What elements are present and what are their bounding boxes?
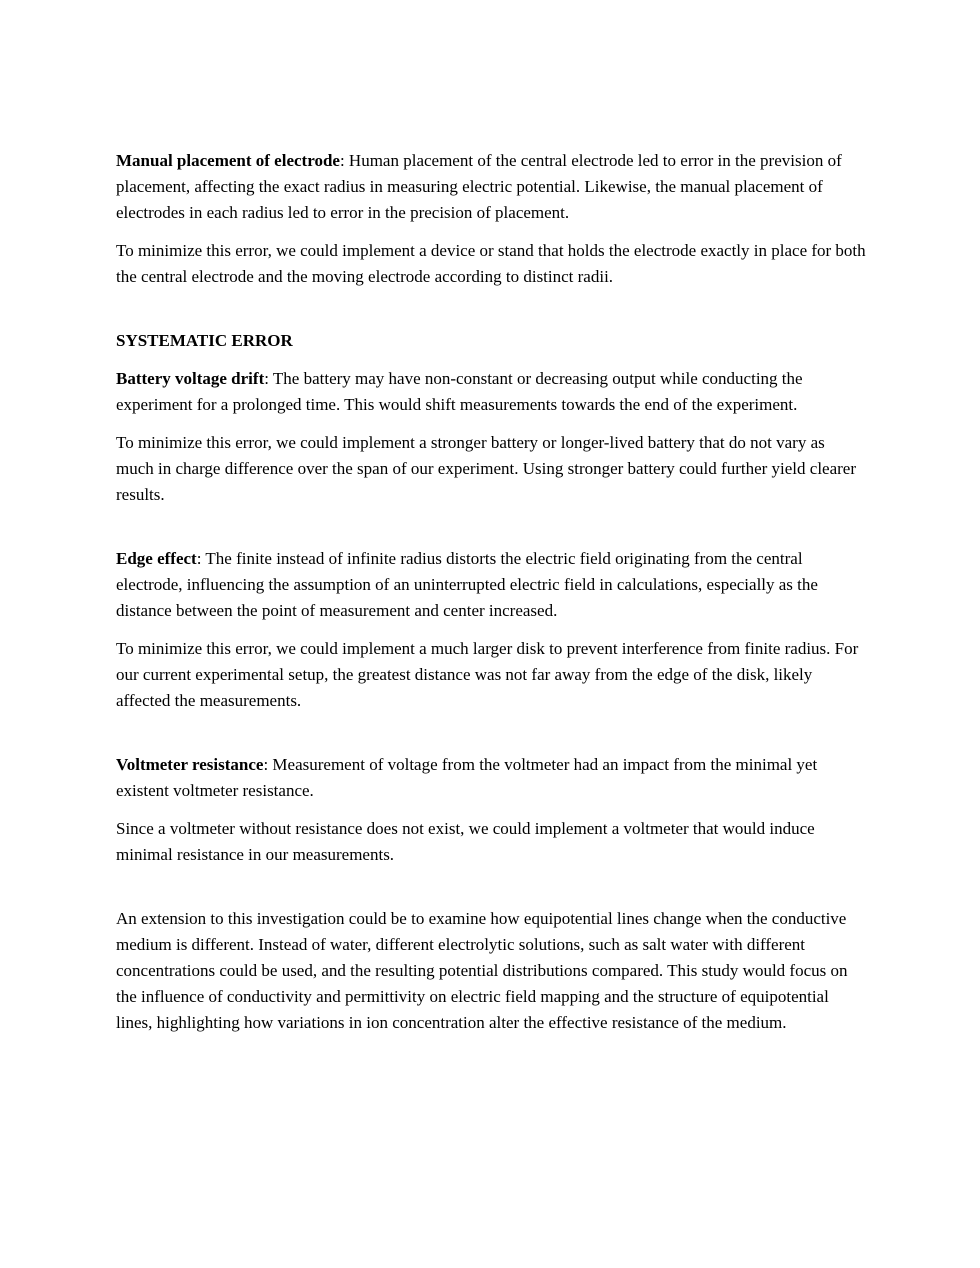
paragraph-text: To minimize this error, we could implement a device or stand that holds the electrode exactly in place for both the central electrode and the moving electrode according to distinct radii. xyxy=(116,241,866,286)
paragraph xyxy=(116,366,866,418)
paragraph-text: : The battery may have non-constant or decreasing output while conducting the experiment for a prolonged time. This would shift measurements towards the end of the experiment. xyxy=(116,369,803,414)
paragraph-text: To minimize this error, we could implement a much larger disk to prevent interference from finite radius. For our current experimental setup, the greatest distance was not far away from the edge of the disk, likely affected the measurements. xyxy=(116,639,859,710)
paragraph-text: To minimize this error, we could implement a stronger battery or longer-lived battery that do not vary as much in charge difference over the span of our experiment. Using stronger battery could further yield clearer results. xyxy=(116,433,856,504)
paragraph xyxy=(116,238,866,290)
paragraph-text: Since a voltmeter without resistance does not exist, we could implement a voltmeter that would induce minimal resistance in our measurements. xyxy=(116,819,815,864)
paragraph-lead: Battery voltage drift xyxy=(116,369,265,388)
paragraph xyxy=(116,752,866,804)
paragraph xyxy=(116,816,866,868)
paragraph xyxy=(116,636,866,714)
paragraph-text: An extension to this investigation could be to examine how equipotential lines change when the conductive medium is different. Instead of water, different electrolytic solutions, such as salt water with different concentrations could be used, and the resulting potential distributions compared. This study would focus on the influence of conductivity and permittivity on electric field mapping and the structure of equipotential lines, highlighting how variations in ion concentration alter the effective resistance of the medium. xyxy=(116,909,848,1032)
paragraph-text: : The finite instead of infinite radius distorts the electric field originating from the central electrode, influencing the assumption of an uninterrupted electric field in calculations, especially as the distance between the point of measurement and center increased. xyxy=(116,549,818,620)
paragraph-lead: Manual placement of electrode xyxy=(116,151,340,170)
paragraph xyxy=(116,906,866,1036)
paragraph-lead: Edge effect xyxy=(116,549,197,568)
paragraph-lead: Voltmeter resistance xyxy=(116,755,264,774)
paragraph xyxy=(116,148,866,226)
paragraph xyxy=(116,430,866,508)
paragraph-text: : Human placement of the central electrode led to error in the prevision of placement, affecting the exact radius in measuring electric potential. Likewise, the manual placement of electrodes in each radius led to error in the precision of placement. xyxy=(116,151,842,222)
section-heading: SYSTEMATIC ERROR xyxy=(116,331,293,350)
paragraph xyxy=(116,546,866,624)
paragraph-text: : Measurement of voltage from the voltmeter had an impact from the minimal yet existent voltmeter resistance. xyxy=(116,755,818,800)
